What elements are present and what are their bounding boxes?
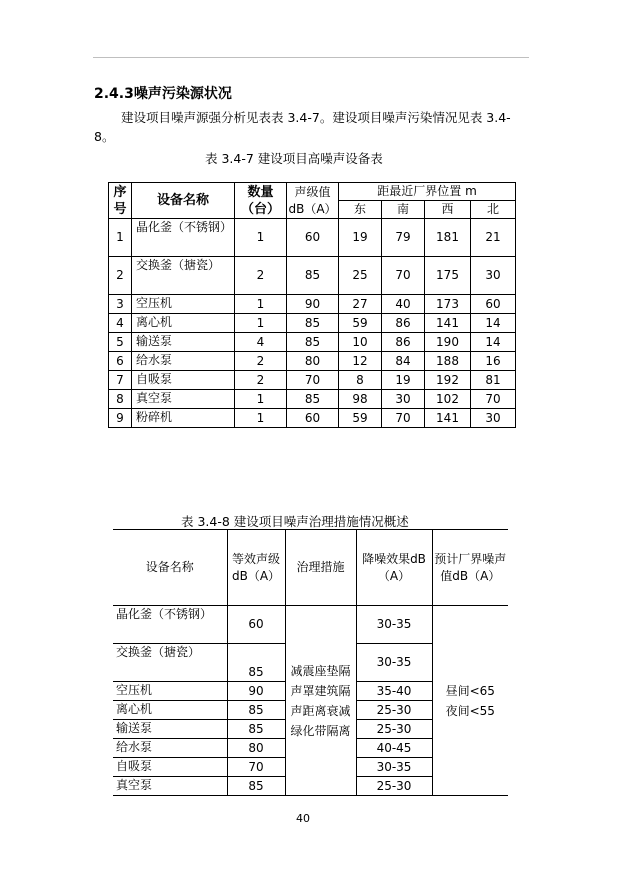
table-row: 8 真空泵 1 85 98 30 102 70 (109, 390, 516, 409)
col-qty: 数量（台） (235, 183, 287, 219)
table-row: 自吸泵 70 30-35 (113, 758, 508, 777)
table-row: 输送泵 85 25-30 (113, 720, 508, 739)
col-name: 设备名称 (113, 530, 227, 606)
col-east: 东 (339, 201, 382, 219)
table-row: 9 粉碎机 1 60 59 70 141 30 (109, 409, 516, 428)
table2-caption: 表 3.4-8 建设项目噪声治理措施情况概述 (181, 514, 409, 529)
table-row: 晶化釜（不锈钢） 60 减震座垫隔声罩建筑隔声距离衰减绿化带隔离 30-35 昼间<65 夜间<55 (113, 606, 508, 644)
header-rule (93, 57, 529, 58)
noise-equipment-table (108, 182, 516, 428)
col-level: 等效声级dB（A） (227, 530, 285, 606)
table-row: 5 输送泵 4 85 10 86 190 14 (109, 333, 516, 352)
table-row: 6 给水泵 2 80 12 84 188 16 (109, 352, 516, 371)
col-level: 声级值dB（A） (287, 183, 339, 219)
col-seq: 序号 (109, 183, 132, 219)
table-row: 给水泵 80 40-45 (113, 739, 508, 758)
col-name: 设备名称 (132, 183, 235, 219)
boundary-cell (432, 606, 508, 796)
section-heading: 2.4.3噪声污染源状况 (94, 86, 232, 102)
table-row: 4 离心机 1 85 59 86 141 14 (109, 314, 516, 333)
table-row: 2 交换釜（搪瓷） 2 85 25 70 175 30 (109, 257, 516, 295)
col-measures: 治理措施 (285, 530, 356, 606)
table-row: 3 空压机 1 90 27 40 173 60 (109, 295, 516, 314)
measures-cell: 减震座垫隔声罩建筑隔声距离衰减绿化带隔离 (285, 606, 356, 796)
table1-caption: 表 3.4-7 建设项目高噪声设备表 (205, 151, 383, 166)
col-north: 北 (471, 201, 516, 219)
table-row: 交换釜（搪瓷） 85 30-35 (113, 644, 508, 682)
col-boundary: 预计厂界噪声值dB（A） (432, 530, 508, 606)
table-row: 真空泵 85 25-30 (113, 777, 508, 796)
col-reduction: 降噪效果dB（A） (356, 530, 432, 606)
table-row: 1 晶化釜（不锈钢） 1 60 19 79 181 21 (109, 219, 516, 257)
boundary-day: 昼间<65 (445, 683, 495, 698)
col-distance: 距最近厂界位置 m (339, 183, 516, 201)
noise-control-table (113, 529, 508, 796)
col-south: 南 (382, 201, 425, 219)
table-row: 7 自吸泵 2 70 8 19 192 81 (109, 371, 516, 390)
boundary-night: 夜间<55 (445, 703, 495, 718)
page-number: 40 (296, 812, 310, 825)
table-row: 离心机 85 25-30 (113, 701, 508, 720)
table-row: 空压机 90 35-40 (113, 682, 508, 701)
col-west: 西 (425, 201, 471, 219)
section-paragraph: 建设项目噪声源强分析见表表 3.4-7。建设项目噪声污染情况见表 3.4-8。 (94, 110, 511, 144)
